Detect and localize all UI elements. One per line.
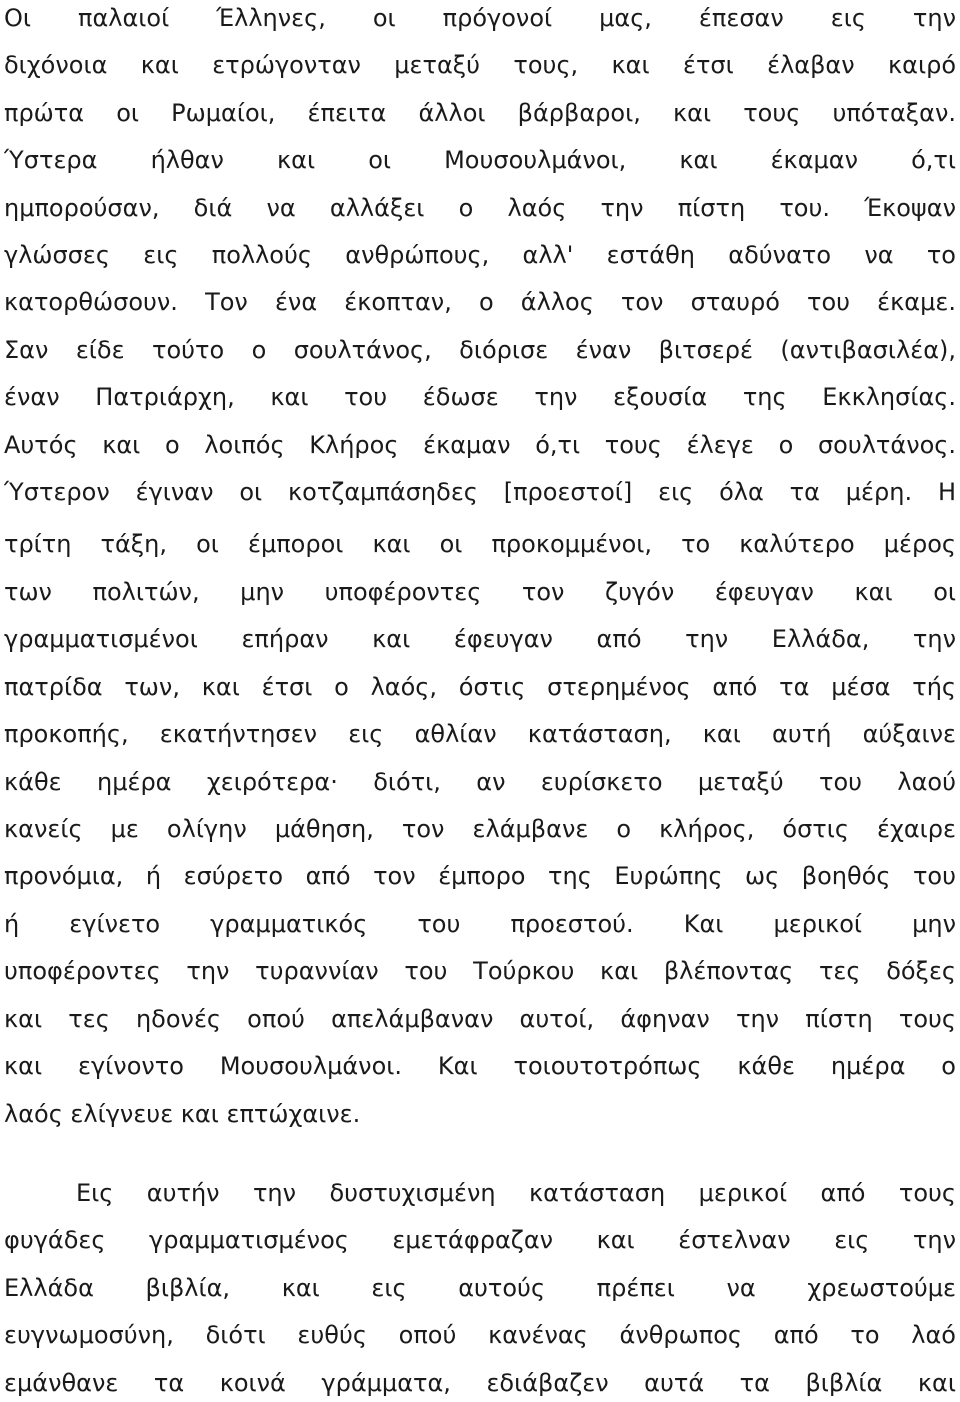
text-line: Σαν είδε τούτο ο σουλτάνος, διόρισε έναν βιτσερέ (αντιβασιλέα),	[4, 336, 956, 364]
text-line: φυγάδες γραμματισμένος εμετάφραζαν και έστελναν εις την	[4, 1226, 956, 1254]
text-line: πρώτα οι Ρωμαίοι, έπειτα άλλοι βάρβαροι, και τους υπόταξαν.	[4, 99, 956, 127]
text-line: κατορθώσουν. Τον ένα έκοπταν, ο άλλος τον σταυρό του έκαμε.	[4, 288, 956, 316]
text-line: τρίτη τάξη, οι έμποροι και οι προκομμένοι, το καλύτερο μέρος	[4, 530, 956, 558]
text-line: και τες ηδονές οπού απελάμβαναν αυτοί, άφηναν την πίστη τους	[4, 1005, 956, 1033]
text-line: κανείς με ολίγην μάθηση, τον ελάμβανε ο κλήρος, όστις έχαιρε	[4, 815, 956, 843]
text-line: και εγίνοντο Μουσουλμάνοι. Και τοιουτοτρόπως κάθε ημέρα ο	[4, 1052, 956, 1080]
text-line: Ελλάδα βιβλία, και εις αυτούς πρέπει να χρεωστούμε	[4, 1274, 956, 1302]
text-line: εμάνθανε τα κοινά γράμματα, εδιάβαζεν αυτά τα βιβλία και	[4, 1369, 956, 1397]
text-line: γραμματισμένοι επήραν και έφευγαν από την Ελλάδα, την	[4, 625, 956, 653]
text-line: Ύστερα ήλθαν και οι Μουσουλμάνοι, και έκαμαν ό,τι	[4, 146, 956, 174]
text-line: ή εγίνετο γραμματικός του προεστού. Και μερικοί μην	[4, 910, 956, 938]
text-line: υποφέροντες την τυραννίαν του Τούρκου και βλέποντας τες δόξες	[4, 957, 956, 985]
paragraph-first-line: Εις αυτήν την δυστυχισμένη κατάσταση μερικοί από τους	[76, 1179, 956, 1207]
text-line: έναν Πατριάρχη, και του έδωσε την εξουσία της Εκκλησίας.	[4, 383, 956, 411]
text-line: πατρίδα των, και έτσι ο λαός, όστις στερημένος από τα μέσα τής	[4, 673, 956, 701]
text-line: ημπορούσαν, διά να αλλάξει ο λαός την πίστη του. Έκοψαν	[4, 194, 956, 222]
text-line: γλώσσες εις πολλούς ανθρώπους, αλλ' εστάθη αδύνατο να το	[4, 241, 956, 269]
text-line: διχόνοια και ετρώγονταν μεταξύ τους, και έτσι έλαβαν καιρό	[4, 51, 956, 79]
text-line: προνόμια, ή εσύρετο από τον έμπορο της Ευρώπης ως βοηθός του	[4, 862, 956, 890]
text-line: προκοπής, εκατήντησεν εις αθλίαν κατάσταση, και αυτή αύξαινε	[4, 720, 956, 748]
text-line: ευγνωμοσύνη, διότι ευθύς οπού κανένας άνθρωπος από το λαό	[4, 1321, 956, 1349]
paragraph-last-line: λαός ελίγνευε και επτώχαινε.	[4, 1100, 361, 1128]
text-line: Ύστερον έγιναν οι κοτζαμπάσηδες [προεστοί] εις όλα τα μέρη. Η	[4, 478, 956, 506]
text-line: Οι παλαιοί Έλληνες, οι πρόγονοί μας, έπεσαν εις την	[4, 4, 956, 32]
text-line: Αυτός και ο λοιπός Κλήρος έκαμαν ό,τι τους έλεγε ο σουλτάνος.	[4, 431, 956, 459]
text-line: των πολιτών, μην υποφέροντες τον ζυγόν έφευγαν και οι	[4, 578, 956, 606]
text-line: κάθε ημέρα χειρότερα· διότι, αν ευρίσκετο μεταξύ του λαού	[4, 768, 956, 796]
